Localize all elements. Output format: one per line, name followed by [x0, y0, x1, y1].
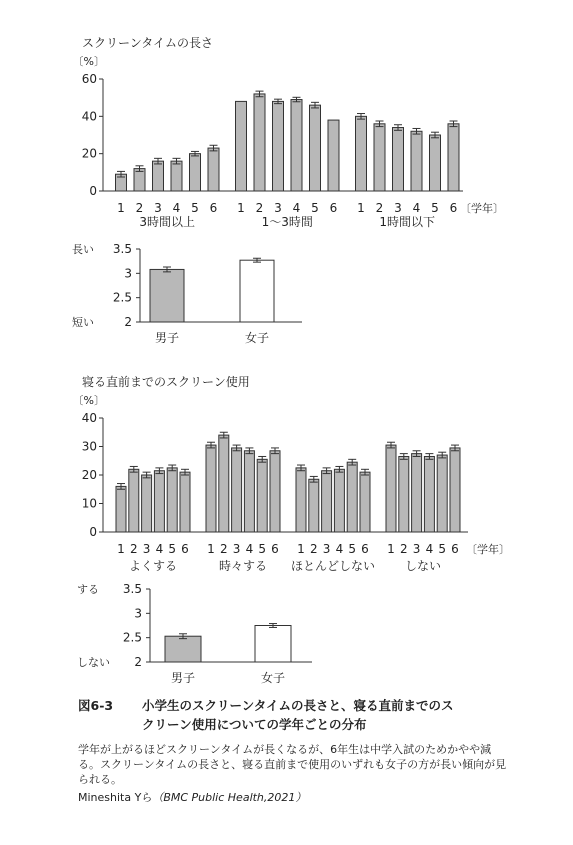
- bedtime-screen-chart-bar: [424, 456, 434, 532]
- caption-title-line1: 小学生のスクリーンタイムの長さと、寝る直前までのス: [142, 698, 454, 713]
- bedtime-screen-gender-chart-y-tick-label: 3.5: [122, 582, 142, 596]
- screen-time-chart-x-tick-label: 3: [394, 201, 402, 215]
- screen-time-gender-chart-y-tick-label: 3: [124, 266, 132, 281]
- bedtime-screen-chart-x-tick-label: 1: [297, 542, 305, 556]
- bedtime-screen-chart-group-label: よくする: [128, 559, 178, 573]
- bedtime-screen-chart-bar: [386, 445, 396, 532]
- bedtime-screen-chart-y-tick-label: 10: [81, 496, 97, 511]
- bedtime-screen-gender-chart-bar: [255, 626, 291, 663]
- bedtime-screen-gender-chart-label-top: する: [77, 583, 99, 596]
- screen-time-chart-x-tick-label: 1: [237, 201, 245, 215]
- bedtime-screen-chart-x-tick-label: 4: [245, 542, 254, 556]
- screen-time-chart-group-label: 1時間以下: [379, 215, 436, 229]
- screen-time-chart-x-tick-label: 5: [191, 201, 199, 215]
- screen-time-chart-x-tick-label: 5: [431, 201, 439, 215]
- bedtime-screen-chart-x-tick-label: 3: [412, 542, 421, 556]
- bedtime-screen-chart-bar: [360, 472, 370, 532]
- bedtime-screen-chart-bar: [167, 468, 177, 532]
- bedtime-screen-chart-x-tick-label: 6: [271, 542, 279, 556]
- bedtime-screen-chart-bar: [347, 462, 357, 532]
- screen-time-chart-y-tick-label: 40: [81, 109, 97, 124]
- bedtime-screen-chart-bar: [437, 455, 447, 532]
- bedtime-screen-gender-chart-y-tick-label: 2: [134, 655, 142, 669]
- screen-time-chart-bar: [236, 101, 247, 191]
- bedtime-screen-chart-bar: [334, 469, 344, 532]
- bedtime-screen-chart-x-tick-label: 2: [309, 542, 318, 556]
- screen-time-chart-x-tick-label: 3: [154, 201, 162, 215]
- screen-time-gender-chart-bar: [240, 260, 274, 322]
- screen-time-chart-x-tick-label: 4: [172, 201, 181, 215]
- bedtime-screen-chart-y-unit: 〔%〕: [72, 394, 105, 407]
- screen-time-chart-x-tick-label: 3: [274, 201, 282, 215]
- bedtime-screen-chart-bar: [232, 448, 242, 532]
- bedtime-screen-chart-x-tick-label: 5: [438, 542, 447, 556]
- screen-time-chart-bar: [374, 124, 385, 191]
- figure-number: 図6-3: [78, 698, 114, 713]
- caption-title-line2: クリーン使用についての学年ごとの分布: [142, 717, 367, 732]
- screen-time-chart-bar: [190, 154, 201, 191]
- bedtime-screen-chart-x-tick-label: 1: [387, 542, 395, 556]
- screen-time-chart-x-tick-label: 6: [449, 201, 458, 215]
- bedtime-screen-chart-y-tick-label: 20: [81, 468, 97, 482]
- bedtime-screen-chart-x-tick-label: 2: [219, 542, 228, 556]
- bedtime-screen-gender-chart-category-label: 女子: [260, 671, 286, 685]
- screen-time-chart-x-tick-label: 2: [255, 201, 264, 215]
- bedtime-screen-chart-x-tick-label: 2: [129, 542, 138, 556]
- screen-time-chart-y-tick-label: 20: [81, 146, 97, 161]
- screen-time-gender-chart-bar: [150, 269, 184, 322]
- bedtime-screen-chart-x-tick-label: 5: [348, 542, 357, 556]
- screen-time-chart-y-tick-label: 0: [89, 184, 97, 198]
- screen-time-chart-bar: [310, 105, 321, 191]
- bedtime-screen-chart-bar: [322, 471, 332, 532]
- bedtime-screen-chart-x-tick-label: 2: [399, 542, 408, 556]
- bedtime-screen-chart-bar: [412, 454, 422, 532]
- bedtime-screen-chart-bar: [270, 451, 280, 532]
- screen-time-chart-bar: [356, 116, 367, 191]
- bedtime-screen-chart-x-tick-label: 6: [181, 542, 189, 556]
- screen-time-chart-y-unit: 〔%〕: [72, 55, 105, 68]
- bedtime-screen-gender-chart-y-tick-label: 2.5: [122, 630, 142, 645]
- screen-time-chart-x-tick-label: 1: [117, 201, 125, 215]
- screen-time-gender-chart-label-top: 長い: [72, 243, 94, 256]
- bedtime-screen-chart-bar: [129, 469, 139, 532]
- bedtime-screen-chart-bar: [257, 459, 267, 532]
- bedtime-screen-chart-y-tick-label: 30: [81, 439, 97, 454]
- caption-citation: [78, 789, 508, 805]
- bedtime-screen-chart-x-tick-label: 5: [168, 542, 177, 556]
- screen-time-chart-bar: [171, 161, 182, 191]
- bedtime-screen-chart-group-label: ほとんどしない: [290, 559, 376, 573]
- bedtime-screen-chart-group-label: しない: [404, 559, 442, 573]
- screen-time-chart-bar: [393, 128, 404, 191]
- screen-time-chart-x-unit: 〔学年〕: [460, 202, 504, 215]
- bedtime-screen-chart-x-tick-label: 4: [425, 542, 434, 556]
- screen-time-chart-x-tick-label: 2: [135, 201, 144, 215]
- screen-time-chart-group-label: 1〜3時間: [261, 215, 313, 229]
- bedtime-screen-chart-bar: [206, 445, 216, 532]
- screen-time-chart-y-tick-label: 60: [81, 72, 97, 86]
- bedtime-screen-chart-x-tick-label: 6: [361, 542, 369, 556]
- screen-time-chart-x-tick-label: 6: [329, 201, 338, 215]
- screen-time-chart-bar: [254, 94, 265, 191]
- screen-time-gender-chart-y-tick-label: 2: [124, 315, 132, 329]
- citation-author: Mineshita Yら: [78, 791, 153, 804]
- bedtime-screen-chart-x-tick-label: 6: [451, 542, 459, 556]
- screen-time-chart-x-tick-label: 1: [357, 201, 365, 215]
- screen-time-chart-x-tick-label: 4: [292, 201, 301, 215]
- bedtime-screen-chart-x-tick-label: 4: [335, 542, 344, 556]
- bedtime-screen-chart-x-unit: 〔学年〕: [466, 543, 510, 556]
- bedtime-screen-gender-chart-bar: [165, 636, 201, 662]
- bedtime-screen-chart-bar: [116, 486, 126, 532]
- bedtime-screen-chart-x-tick-label: 3: [322, 542, 331, 556]
- bedtime-screen-chart-bar: [244, 451, 254, 532]
- screen-time-gender-chart-y-tick-label: 2.5: [112, 290, 132, 305]
- bedtime-screen-chart-bar: [154, 471, 164, 532]
- screen-time-chart-bar: [273, 101, 284, 191]
- screen-time-chart-bar: [153, 161, 164, 191]
- screen-time-gender-chart-y-tick-label: 3.5: [112, 242, 132, 256]
- caption-body: 学年が上がるほどスクリーンタイムが長くなるが、6年生は中学入試のためかやや減る。スクリーンタイムの長さと、寝る直前まで使用のいずれも女子の方が長い傾向が見られる。: [78, 743, 507, 786]
- screen-time-chart-x-tick-label: 6: [209, 201, 218, 215]
- bedtime-screen-chart-bar: [399, 456, 409, 532]
- bedtime-screen-chart-x-tick-label: 5: [258, 542, 267, 556]
- screen-time-chart-bar: [411, 131, 422, 191]
- bedtime-screen-chart-bar: [180, 472, 190, 532]
- bedtime-screen-gender-chart-category-label: 男子: [170, 671, 196, 685]
- bedtime-screen-chart-bar: [309, 479, 319, 532]
- screen-time-chart-x-tick-label: 2: [375, 201, 384, 215]
- bedtime-screen-chart-bar: [219, 435, 229, 532]
- bedtime-screen-gender-chart-y-tick-label: 3: [134, 606, 142, 621]
- bedtime-screen-chart-x-tick-label: 3: [232, 542, 241, 556]
- screen-time-gender-chart-label-bottom: 短い: [72, 316, 94, 329]
- figure-caption-title: [78, 696, 508, 734]
- screen-time-chart-x-tick-label: 5: [311, 201, 319, 215]
- screen-time-chart-bar: [328, 120, 339, 191]
- screen-time-chart-bar: [134, 169, 145, 191]
- bedtime-screen-chart-bar: [296, 468, 306, 532]
- screen-time-chart-bar: [430, 135, 441, 191]
- screen-time-chart-group-label: 3時間以上: [139, 215, 196, 229]
- bedtime-screen-chart-x-tick-label: 1: [117, 542, 125, 556]
- screen-time-chart-title: スクリーンタイムの長さ: [82, 36, 214, 50]
- bedtime-screen-chart-x-tick-label: 3: [142, 542, 151, 556]
- screen-time-chart-bar: [208, 148, 219, 191]
- bedtime-screen-gender-chart-label-bottom: しない: [77, 656, 110, 669]
- citation-source: （BMC Public Health,2021）: [152, 791, 307, 804]
- bedtime-screen-chart-bar: [142, 475, 152, 532]
- bedtime-screen-chart-title: 寝る直前までのスクリーン使用: [82, 375, 250, 389]
- bedtime-screen-chart-y-tick-label: 40: [81, 411, 97, 425]
- screen-time-chart-bar: [448, 124, 459, 191]
- bedtime-screen-chart-x-tick-label: 1: [207, 542, 215, 556]
- screen-time-chart-bar: [291, 100, 302, 191]
- bedtime-screen-chart-x-tick-label: 4: [155, 542, 164, 556]
- screen-time-gender-chart-category-label: 女子: [244, 331, 270, 345]
- screen-time-chart-x-tick-label: 4: [412, 201, 421, 215]
- bedtime-screen-chart-bar: [450, 448, 460, 532]
- bedtime-screen-chart-y-tick-label: 0: [89, 525, 97, 539]
- bedtime-screen-chart-group-label: 時々する: [218, 559, 268, 573]
- screen-time-gender-chart-category-label: 男子: [154, 331, 180, 345]
